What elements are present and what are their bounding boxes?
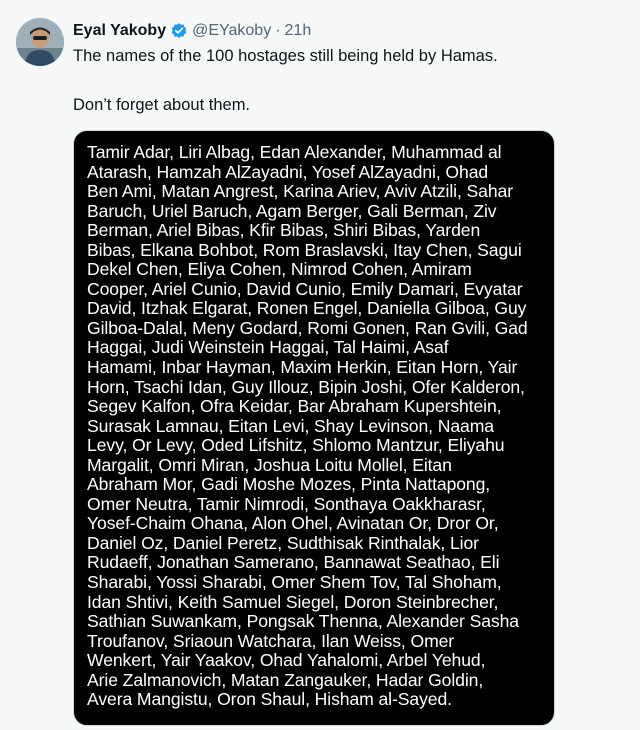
names-line: Levy, Or Levy, Oded Lifshitz, Shlomo Mantzur, Eliyahu xyxy=(87,435,505,456)
names-line: Avera Mangistu, Oron Shaul, Hisham al-Sayed. xyxy=(87,689,452,710)
names-line: David, Itzhak Elgarat, Ronen Engel, Daniella Gilboa, Guy xyxy=(87,298,527,319)
header-separator: · xyxy=(275,22,281,39)
names-line: Bibas, Elkana Bohbot, Rom Braslavski, Itay Chen, Sagui xyxy=(87,239,522,260)
names-line: Abraham Mor, Gadi Moshe Mozes, Pinta Nattapong, xyxy=(87,474,491,495)
tweet-text-line-1: The names of the 100 hostages still being held by Hamas. xyxy=(73,47,498,65)
names-line: Hamami, Inbar Hayman, Maxim Herkin, Eitan Horn, Yair xyxy=(87,357,518,378)
names-line: Tamir Adar, Liri Albag, Edan Alexander, Muhammad al xyxy=(87,142,502,162)
names-line: Cooper, Ariel Cunio, David Cunio, Emily Damari, Evyatar xyxy=(87,278,523,299)
names-line: Gilboa-Dalal, Meny Godard, Romi Gonen, Ran Gvili, Gad xyxy=(87,317,528,338)
names-line: Horn, Tsachi Idan, Guy Illouz, Bipin Joshi, Ofer Kalderon, xyxy=(87,376,525,397)
tweet-text-line-2: Don’t forget about them. xyxy=(73,96,251,114)
names-line: Dekel Chen, Eliya Cohen, Nimrod Cohen, Amiram xyxy=(87,259,472,280)
names-line: Ben Ami, Matan Angrest, Karina Ariev, Aviv Atzili, Sahar xyxy=(87,181,513,202)
names-line: Sharabi, Yossi Sharabi, Omer Shem Tov, Tal Shoham, xyxy=(87,572,502,593)
names-line: Daniel Oz, Daniel Peretz, Sudthisak Rinthalak, Lior xyxy=(87,532,479,553)
author-name[interactable]: Eyal Yakoby xyxy=(73,22,167,39)
names-line: Sathian Suwankam, Pongsak Thenna, Alexander Sasha xyxy=(87,611,519,632)
names-line: Baruch, Uriel Baruch, Agam Berger, Gali Berman, Ziv xyxy=(87,200,497,221)
names-line: Omer Neutra, Tamir Nimrodi, Sonthaya Oakkharasr, xyxy=(87,493,486,514)
tweet-header xyxy=(73,20,311,42)
names-line: Wenkert, Yair Yaakov, Ohad Yahalomi, Arbel Yehud, xyxy=(87,650,486,671)
names-line: Segev Kalfon, Ofra Keidar, Bar Abraham Kupershtein, xyxy=(87,396,502,417)
avatar[interactable] xyxy=(16,18,64,66)
names-line: Yosef-Chaim Ohana, Alon Ohel, Avinatan Or, Dror Or, xyxy=(87,513,499,534)
names-line: Arie Zalmanovich, Matan Zangauker, Hadar Goldin, xyxy=(87,669,484,690)
verified-badge-icon xyxy=(170,22,188,40)
names-line: Haggai, Judi Weinstein Haggai, Tal Haimi, Asaf xyxy=(87,337,449,358)
tweet-timestamp[interactable]: 21h xyxy=(284,22,312,39)
names-line: Berman, Ariel Bibas, Kfir Bibas, Shiri Bibas, Yarden xyxy=(87,220,481,241)
names-line: Rudaeff, Jonathan Samerano, Bannawat Seathao, Eli xyxy=(87,552,500,573)
author-handle[interactable]: @EYakoby xyxy=(192,22,272,39)
tweet-media-image[interactable] xyxy=(73,130,555,726)
names-line: Troufanov, Sriaoun Watchara, Ilan Weiss, Omer xyxy=(87,630,455,651)
hostage-names-list xyxy=(87,143,547,710)
names-line: Margalit, Omri Miran, Joshua Loitu Mollel, Eitan xyxy=(87,454,452,475)
avatar-photo-icon xyxy=(16,18,64,66)
names-line: Surasak Lamnau, Eitan Levi, Shay Levinson, Naama xyxy=(87,415,494,436)
names-line: Atarash, Hamzah AlZayadni, Yosef AlZayadni, Ohad xyxy=(87,161,489,182)
names-line: Idan Shtivi, Keith Samuel Siegel, Doron Steinbrecher, xyxy=(87,591,499,612)
